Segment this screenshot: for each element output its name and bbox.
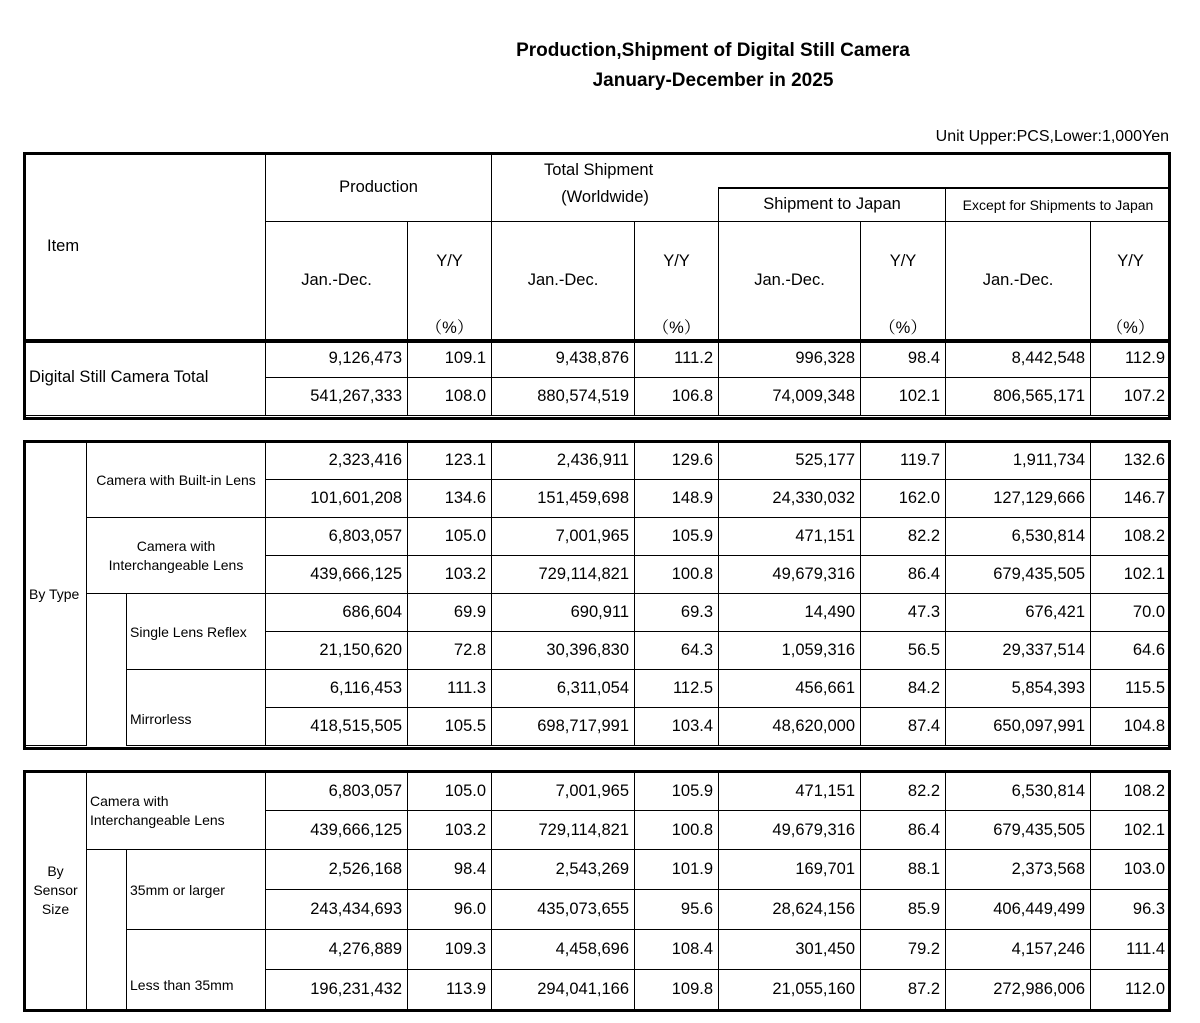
data-cell: 132.6 xyxy=(1091,442,1171,480)
data-cell: 4,276,889 xyxy=(266,930,408,970)
data-cell: 134.6 xyxy=(408,480,492,518)
data-cell: 56.5 xyxy=(861,632,946,670)
data-cell: 69.3 xyxy=(635,594,719,632)
header-jan-dec-except: Jan.-Dec. xyxy=(946,222,1091,340)
data-cell: 85.9 xyxy=(861,890,946,930)
data-cell: 103.2 xyxy=(408,556,492,594)
data-cell: 2,543,269 xyxy=(492,850,635,890)
header-item: Item xyxy=(25,154,266,340)
data-cell: 1,059,316 xyxy=(719,632,861,670)
by-sensor-label xyxy=(25,772,87,1010)
data-cell: 2,436,911 xyxy=(492,442,635,480)
data-cell: 95.6 xyxy=(635,890,719,930)
data-cell: 84.2 xyxy=(861,670,946,708)
data-cell: 7,001,965 xyxy=(492,518,635,556)
header-jan-dec-total: Jan.-Dec. xyxy=(492,222,635,340)
unit-note: Unit Upper:PCS,Lower:1,000Yen xyxy=(935,128,1169,145)
data-cell: 82.2 xyxy=(861,772,946,811)
type-row-label: Camera with Built-in Lens xyxy=(87,442,266,518)
yy-label: Y/Y xyxy=(1117,252,1144,270)
data-cell: 439,666,125 xyxy=(266,811,408,850)
indent-spacer xyxy=(87,850,127,1010)
data-cell: 105.0 xyxy=(408,518,492,556)
data-cell: 729,114,821 xyxy=(492,556,635,594)
data-cell: 64.3 xyxy=(635,632,719,670)
data-cell: 102.1 xyxy=(1091,811,1171,850)
data-cell: 105.5 xyxy=(408,708,492,746)
data-cell: 686,604 xyxy=(266,594,408,632)
data-cell: 24,330,032 xyxy=(719,480,861,518)
data-cell: 47.3 xyxy=(861,594,946,632)
header-yy-production xyxy=(408,222,492,340)
header-jan-dec-production: Jan.-Dec. xyxy=(266,222,408,340)
by-type-label: By Type xyxy=(25,442,87,746)
data-cell: 21,150,620 xyxy=(266,632,408,670)
data-cell: 113.9 xyxy=(408,970,492,1010)
data-cell: 679,435,505 xyxy=(946,811,1091,850)
data-cell: 21,055,160 xyxy=(719,970,861,1010)
data-cell: 1,911,734 xyxy=(946,442,1091,480)
data-cell: 86.4 xyxy=(861,811,946,850)
data-cell: 49,679,316 xyxy=(719,811,861,850)
sensor-row-label: 35mm or larger xyxy=(127,850,266,930)
total-upper-cell: 109.1 xyxy=(408,340,492,378)
data-cell: 4,458,696 xyxy=(492,930,635,970)
type-row-label: Mirrorless xyxy=(127,670,266,746)
data-cell: 6,803,057 xyxy=(266,518,408,556)
data-cell: 2,373,568 xyxy=(946,850,1091,890)
data-cell: 109.8 xyxy=(635,970,719,1010)
data-cell: 690,911 xyxy=(492,594,635,632)
data-cell: 87.2 xyxy=(861,970,946,1010)
header-worldwide: (Worldwide) xyxy=(492,188,719,222)
total-upper-cell: 98.4 xyxy=(861,340,946,378)
data-cell: 129.6 xyxy=(635,442,719,480)
header-yy-total xyxy=(635,222,719,340)
data-cell: 108.2 xyxy=(1091,518,1171,556)
report-title xyxy=(0,36,1200,96)
header-total-shipment-line1: Total Shipment xyxy=(544,160,654,179)
data-cell: 169,701 xyxy=(719,850,861,890)
data-cell: 28,624,156 xyxy=(719,890,861,930)
header-except-japan: Except for Shipments to Japan xyxy=(946,188,1171,222)
total-lower-cell: 108.0 xyxy=(408,378,492,416)
label-line: By xyxy=(47,863,64,879)
total-lower-cell: 880,574,519 xyxy=(492,378,635,416)
data-cell: 2,323,416 xyxy=(266,442,408,480)
data-cell: 471,151 xyxy=(719,772,861,811)
data-cell: 418,515,505 xyxy=(266,708,408,746)
data-cell: 115.5 xyxy=(1091,670,1171,708)
data-cell: 69.9 xyxy=(408,594,492,632)
label-line: Size xyxy=(41,901,70,917)
header-yy-except xyxy=(1091,222,1171,340)
header-jan-dec-japan: Jan.-Dec. xyxy=(719,222,861,340)
data-cell: 7,001,965 xyxy=(492,772,635,811)
data-cell: 100.8 xyxy=(635,811,719,850)
data-cell: 119.7 xyxy=(861,442,946,480)
data-cell: 98.4 xyxy=(408,850,492,890)
data-cell: 112.5 xyxy=(635,670,719,708)
total-lower-cell: 74,009,348 xyxy=(719,378,861,416)
data-cell: 70.0 xyxy=(1091,594,1171,632)
data-cell: 698,717,991 xyxy=(492,708,635,746)
data-cell: 105.9 xyxy=(635,772,719,811)
total-label: Digital Still Camera Total xyxy=(25,340,266,416)
data-cell: 6,116,453 xyxy=(266,670,408,708)
data-cell: 30,396,830 xyxy=(492,632,635,670)
header-divider xyxy=(23,340,1171,343)
data-cell: 679,435,505 xyxy=(946,556,1091,594)
pct-label: （%） xyxy=(425,319,474,337)
data-cell: 96.3 xyxy=(1091,890,1171,930)
total-upper-cell: 8,442,548 xyxy=(946,340,1091,378)
data-cell: 14,490 xyxy=(719,594,861,632)
data-cell: 6,530,814 xyxy=(946,518,1091,556)
sensor-row-label xyxy=(87,772,266,850)
total-upper-cell: 9,438,876 xyxy=(492,340,635,378)
data-cell: 88.1 xyxy=(861,850,946,890)
data-cell: 105.9 xyxy=(635,518,719,556)
pct-label: （%） xyxy=(652,319,701,337)
yy-label: Y/Y xyxy=(663,252,690,270)
data-cell: 127,129,666 xyxy=(946,480,1091,518)
data-cell: 82.2 xyxy=(861,518,946,556)
data-cell: 729,114,821 xyxy=(492,811,635,850)
total-lower-cell: 106.8 xyxy=(635,378,719,416)
data-cell: 196,231,432 xyxy=(266,970,408,1010)
data-cell: 103.4 xyxy=(635,708,719,746)
data-cell: 294,041,166 xyxy=(492,970,635,1010)
data-cell: 109.3 xyxy=(408,930,492,970)
data-cell: 101.9 xyxy=(635,850,719,890)
indent-spacer xyxy=(87,594,127,746)
data-cell: 6,311,054 xyxy=(492,670,635,708)
header-total-table xyxy=(24,153,1171,416)
total-lower-cell: 806,565,171 xyxy=(946,378,1091,416)
header-total-shipment xyxy=(492,154,1171,188)
data-cell: 72.8 xyxy=(408,632,492,670)
data-cell: 148.9 xyxy=(635,480,719,518)
data-cell: 676,421 xyxy=(946,594,1091,632)
data-cell: 103.0 xyxy=(1091,850,1171,890)
data-cell: 243,434,693 xyxy=(266,890,408,930)
data-cell: 29,337,514 xyxy=(946,632,1091,670)
by-type-table xyxy=(24,441,1171,746)
data-cell: 2,526,168 xyxy=(266,850,408,890)
title-line-2: January-December in 2025 xyxy=(592,70,834,91)
data-cell: 49,679,316 xyxy=(719,556,861,594)
data-cell: 4,157,246 xyxy=(946,930,1091,970)
title-line-1: Production,Shipment of Digital Still Camera xyxy=(516,40,910,61)
data-cell: 123.1 xyxy=(408,442,492,480)
data-cell: 64.6 xyxy=(1091,632,1171,670)
yy-label: Y/Y xyxy=(889,252,917,270)
data-cell: 5,854,393 xyxy=(946,670,1091,708)
data-cell: 112.0 xyxy=(1091,970,1171,1010)
data-cell: 272,986,006 xyxy=(946,970,1091,1010)
by-sensor-table xyxy=(24,771,1171,1010)
type-row-label: Single Lens Reflex xyxy=(127,594,266,670)
data-cell: 406,449,499 xyxy=(946,890,1091,930)
data-cell: 103.2 xyxy=(408,811,492,850)
pct-label: （%） xyxy=(879,319,927,337)
data-cell: 650,097,991 xyxy=(946,708,1091,746)
type-row-label xyxy=(87,518,266,594)
total-upper-cell: 9,126,473 xyxy=(266,340,408,378)
data-cell: 108.4 xyxy=(635,930,719,970)
data-cell: 6,803,057 xyxy=(266,772,408,811)
data-cell: 471,151 xyxy=(719,518,861,556)
data-cell: 151,459,698 xyxy=(492,480,635,518)
data-cell: 146.7 xyxy=(1091,480,1171,518)
data-cell: 108.2 xyxy=(1091,772,1171,811)
data-cell: 100.8 xyxy=(635,556,719,594)
data-cell: 86.4 xyxy=(861,556,946,594)
data-cell: 48,620,000 xyxy=(719,708,861,746)
data-cell: 101,601,208 xyxy=(266,480,408,518)
total-upper-cell: 111.2 xyxy=(635,340,719,378)
pct-label: （%） xyxy=(1106,319,1155,337)
label-line: Camera with xyxy=(136,537,216,554)
header-production: Production xyxy=(266,154,492,222)
label-line: Interchangeable Lens xyxy=(90,811,225,828)
data-cell: 104.8 xyxy=(1091,708,1171,746)
header-yy-japan xyxy=(861,222,946,340)
total-lower-cell: 541,267,333 xyxy=(266,378,408,416)
label-line: Interchangeable Lens xyxy=(108,556,244,573)
data-cell: 105.0 xyxy=(408,772,492,811)
data-cell: 439,666,125 xyxy=(266,556,408,594)
data-cell: 96.0 xyxy=(408,890,492,930)
data-cell: 111.3 xyxy=(408,670,492,708)
data-cell: 301,450 xyxy=(719,930,861,970)
data-cell: 111.4 xyxy=(1091,930,1171,970)
data-cell: 6,530,814 xyxy=(946,772,1091,811)
data-cell: 87.4 xyxy=(861,708,946,746)
label-line: Camera with xyxy=(90,792,169,809)
data-cell: 525,177 xyxy=(719,442,861,480)
total-upper-cell: 996,328 xyxy=(719,340,861,378)
data-cell: 435,073,655 xyxy=(492,890,635,930)
total-lower-cell: 107.2 xyxy=(1091,378,1171,416)
total-upper-cell: 112.9 xyxy=(1091,340,1171,378)
data-cell: 162.0 xyxy=(861,480,946,518)
data-cell: 102.1 xyxy=(1091,556,1171,594)
total-lower-cell: 102.1 xyxy=(861,378,946,416)
header-shipment-japan: Shipment to Japan xyxy=(719,188,946,222)
data-cell: 456,661 xyxy=(719,670,861,708)
sensor-row-label: Less than 35mm xyxy=(127,930,266,1010)
label-line: Sensor xyxy=(33,882,78,898)
data-cell: 79.2 xyxy=(861,930,946,970)
yy-label: Y/Y xyxy=(436,252,463,270)
